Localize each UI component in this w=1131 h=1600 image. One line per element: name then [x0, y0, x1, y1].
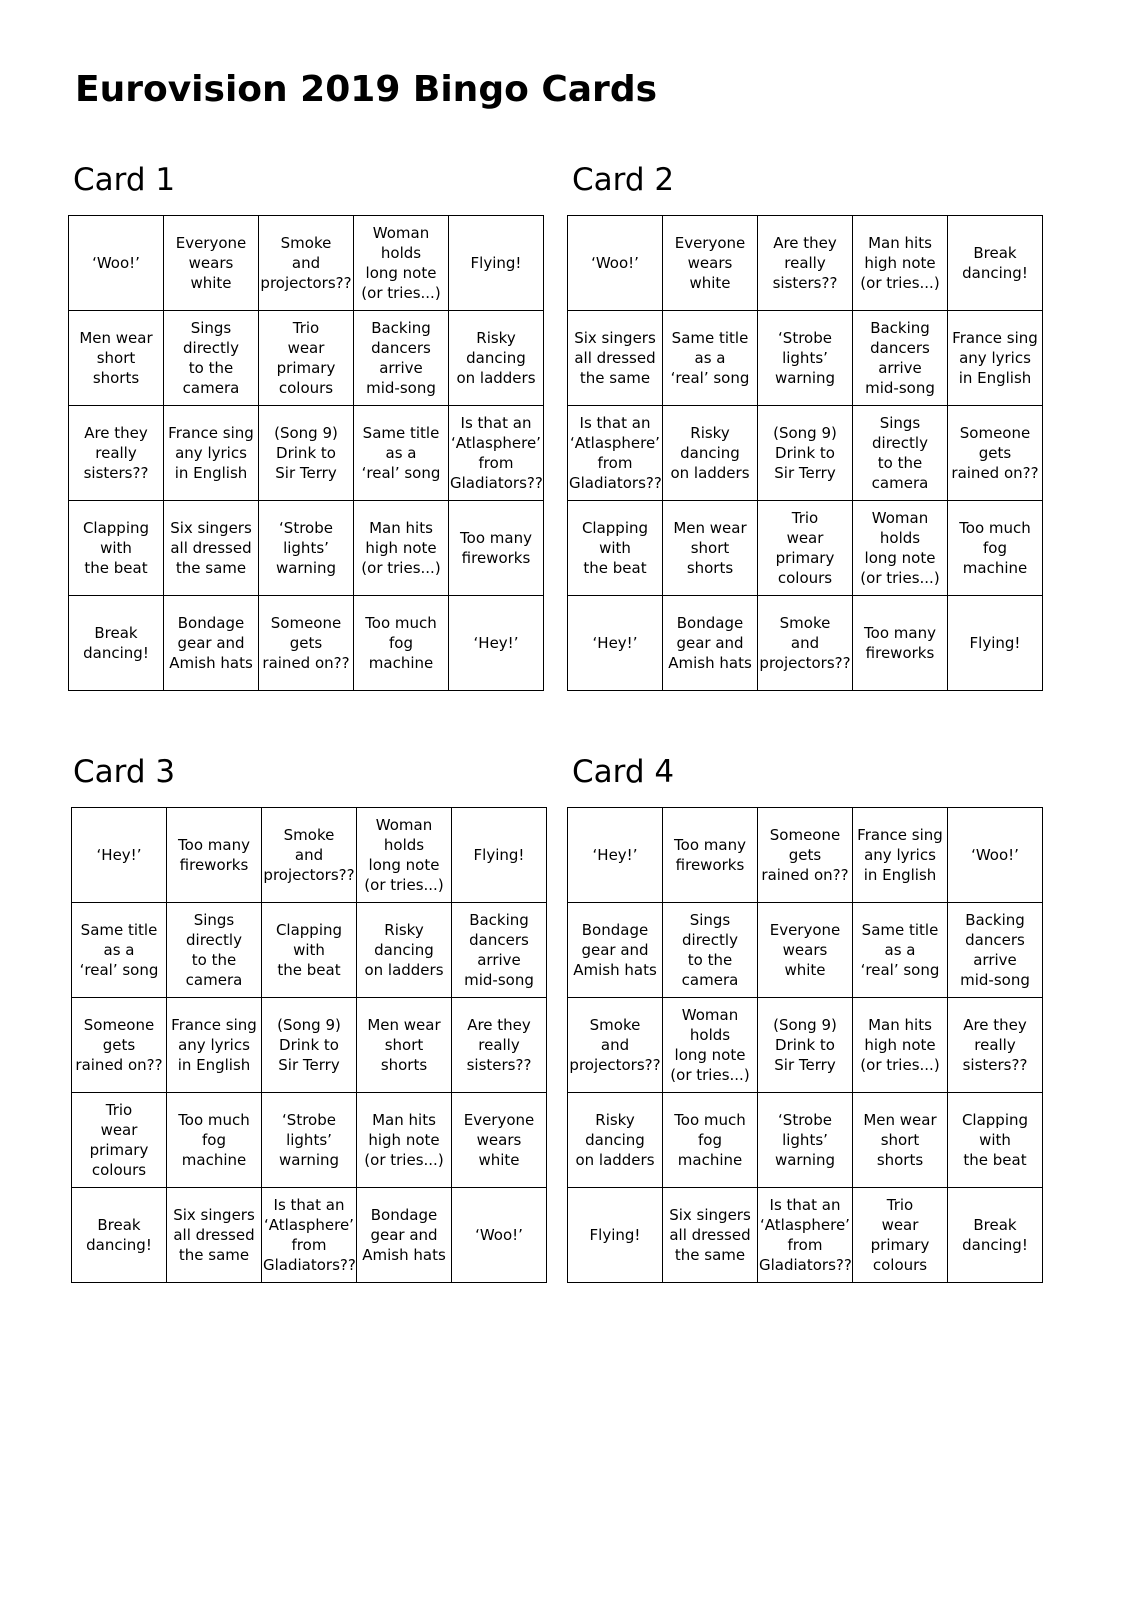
- bingo-cell: France sing any lyrics in English: [853, 808, 948, 903]
- bingo-cell: Same title as a ‘real’ song: [72, 903, 167, 998]
- bingo-cell: Flying!: [452, 808, 547, 903]
- bingo-grid: [71, 807, 547, 1283]
- bingo-cell: ‘Woo!’: [948, 808, 1043, 903]
- bingo-cell: Man hits high note (or tries...): [853, 998, 948, 1093]
- bingo-cell: ‘Strobe lights’ warning: [259, 501, 354, 596]
- bingo-cell: ‘Woo!’: [452, 1188, 547, 1283]
- grid-row: [72, 1093, 547, 1188]
- bingo-cell: Someone gets rained on??: [72, 998, 167, 1093]
- bingo-cell: Bondage gear and Amish hats: [357, 1188, 452, 1283]
- bingo-cell: Clapping with the beat: [262, 903, 357, 998]
- bingo-cell: Too many fireworks: [167, 808, 262, 903]
- bingo-cell: Someone gets rained on??: [948, 406, 1043, 501]
- bingo-cell: Bondage gear and Amish hats: [568, 903, 663, 998]
- bingo-cell: Clapping with the beat: [948, 1093, 1043, 1188]
- bingo-cell: Someone gets rained on??: [259, 596, 354, 691]
- bingo-cell: Everyone wears white: [164, 216, 259, 311]
- bingo-cell: Sings directly to the camera: [853, 406, 948, 501]
- bingo-cell: Flying!: [948, 596, 1043, 691]
- bingo-cell: Are they really sisters??: [948, 998, 1043, 1093]
- bingo-cell: (Song 9) Drink to Sir Terry: [259, 406, 354, 501]
- bingo-cell: ‘Hey!’: [568, 596, 663, 691]
- bingo-cell: France sing any lyrics in English: [948, 311, 1043, 406]
- bingo-cell: Too much fog machine: [354, 596, 449, 691]
- grid-row: [568, 1188, 1043, 1283]
- grid-row: [568, 311, 1043, 406]
- bingo-cell: Bondage gear and Amish hats: [663, 596, 758, 691]
- bingo-cell: Trio wear primary colours: [758, 501, 853, 596]
- bingo-cell: Men wear short shorts: [357, 998, 452, 1093]
- bingo-cell: Risky dancing on ladders: [357, 903, 452, 998]
- bingo-cell: Trio wear primary colours: [259, 311, 354, 406]
- bingo-cell: Everyone wears white: [758, 903, 853, 998]
- page-title: Eurovision 2019 Bingo Cards: [75, 69, 658, 110]
- bingo-cell: Sings directly to the camera: [167, 903, 262, 998]
- grid-row: [69, 596, 544, 691]
- bingo-cell: ‘Strobe lights’ warning: [262, 1093, 357, 1188]
- bingo-cell: Too many fireworks: [663, 808, 758, 903]
- bingo-cell: Sings directly to the camera: [164, 311, 259, 406]
- bingo-cell: Break dancing!: [948, 216, 1043, 311]
- bingo-cell: ‘Hey!’: [568, 808, 663, 903]
- bingo-cell: Six singers all dressed the same: [568, 311, 663, 406]
- bingo-cell: Backing dancers arrive mid-song: [354, 311, 449, 406]
- grid-row: [69, 406, 544, 501]
- bingo-cell: Break dancing!: [69, 596, 164, 691]
- bingo-cell: Is that an ‘Atlasphere’ from Gladiators??: [568, 406, 663, 501]
- bingo-cell: (Song 9) Drink to Sir Terry: [758, 998, 853, 1093]
- bingo-cell: Smoke and projectors??: [568, 998, 663, 1093]
- bingo-cell: Six singers all dressed the same: [663, 1188, 758, 1283]
- grid-row: [568, 903, 1043, 998]
- bingo-cell: Is that an ‘Atlasphere’ from Gladiators??: [262, 1188, 357, 1283]
- bingo-cell: Trio wear primary colours: [72, 1093, 167, 1188]
- bingo-cell: Too much fog machine: [948, 501, 1043, 596]
- bingo-cell: ‘Strobe lights’ warning: [758, 1093, 853, 1188]
- grid-row: [72, 903, 547, 998]
- grid-row: [568, 998, 1043, 1093]
- bingo-cell: ‘Hey!’: [72, 808, 167, 903]
- bingo-cell: Sings directly to the camera: [663, 903, 758, 998]
- bingo-cell: Risky dancing on ladders: [663, 406, 758, 501]
- bingo-cell: Are they really sisters??: [452, 998, 547, 1093]
- bingo-cell: Is that an ‘Atlasphere’ from Gladiators??: [758, 1188, 853, 1283]
- bingo-cell: Men wear short shorts: [69, 311, 164, 406]
- bingo-cell: Backing dancers arrive mid-song: [948, 903, 1043, 998]
- grid-row: [72, 1188, 547, 1283]
- bingo-cell: Flying!: [568, 1188, 663, 1283]
- bingo-cell: Flying!: [449, 216, 544, 311]
- bingo-cell: France sing any lyrics in English: [167, 998, 262, 1093]
- bingo-cell: Too much fog machine: [167, 1093, 262, 1188]
- bingo-cell: Men wear short shorts: [663, 501, 758, 596]
- bingo-cell: Woman holds long note (or tries...): [663, 998, 758, 1093]
- card-title: Card 2: [572, 162, 675, 198]
- bingo-grid: [567, 807, 1043, 1283]
- bingo-cell: Same title as a ‘real’ song: [663, 311, 758, 406]
- grid-row: [568, 1093, 1043, 1188]
- bingo-cell: ‘Hey!’: [449, 596, 544, 691]
- bingo-cell: Smoke and projectors??: [259, 216, 354, 311]
- bingo-cell: Man hits high note (or tries...): [354, 501, 449, 596]
- grid-row: [568, 808, 1043, 903]
- bingo-cell: Same title as a ‘real’ song: [853, 903, 948, 998]
- bingo-cell: Risky dancing on ladders: [449, 311, 544, 406]
- bingo-cell: Too much fog machine: [663, 1093, 758, 1188]
- bingo-cell: Backing dancers arrive mid-song: [853, 311, 948, 406]
- bingo-cell: Six singers all dressed the same: [167, 1188, 262, 1283]
- grid-row: [72, 998, 547, 1093]
- bingo-cell: Are they really sisters??: [69, 406, 164, 501]
- bingo-cell: Bondage gear and Amish hats: [164, 596, 259, 691]
- grid-row: [69, 501, 544, 596]
- bingo-cell: Woman holds long note (or tries...): [853, 501, 948, 596]
- bingo-cell: Risky dancing on ladders: [568, 1093, 663, 1188]
- bingo-cell: (Song 9) Drink to Sir Terry: [262, 998, 357, 1093]
- card-title: Card 3: [73, 754, 176, 790]
- bingo-cell: Men wear short shorts: [853, 1093, 948, 1188]
- bingo-cell: Break dancing!: [948, 1188, 1043, 1283]
- bingo-cell: Too many fireworks: [449, 501, 544, 596]
- bingo-cell: Everyone wears white: [452, 1093, 547, 1188]
- bingo-cell: Is that an ‘Atlasphere’ from Gladiators??: [449, 406, 544, 501]
- card-title: Card 4: [572, 754, 675, 790]
- grid-row: [568, 501, 1043, 596]
- grid-row: [69, 216, 544, 311]
- bingo-cell: Clapping with the beat: [69, 501, 164, 596]
- card-title: Card 1: [73, 162, 176, 198]
- bingo-cell: Trio wear primary colours: [853, 1188, 948, 1283]
- grid-row: [568, 596, 1043, 691]
- bingo-cell: ‘Strobe lights’ warning: [758, 311, 853, 406]
- bingo-cell: (Song 9) Drink to Sir Terry: [758, 406, 853, 501]
- bingo-cell: Man hits high note (or tries...): [357, 1093, 452, 1188]
- bingo-cell: Smoke and projectors??: [262, 808, 357, 903]
- bingo-cell: Clapping with the beat: [568, 501, 663, 596]
- bingo-cell: Everyone wears white: [663, 216, 758, 311]
- bingo-cell: Too many fireworks: [853, 596, 948, 691]
- grid-row: [568, 406, 1043, 501]
- bingo-cell: Someone gets rained on??: [758, 808, 853, 903]
- bingo-cell: ‘Woo!’: [69, 216, 164, 311]
- bingo-cell: Woman holds long note (or tries...): [357, 808, 452, 903]
- bingo-grid: [68, 215, 544, 691]
- bingo-cell: Woman holds long note (or tries...): [354, 216, 449, 311]
- grid-row: [72, 808, 547, 903]
- bingo-cell: Backing dancers arrive mid-song: [452, 903, 547, 998]
- bingo-cell: ‘Woo!’: [568, 216, 663, 311]
- bingo-cell: Break dancing!: [72, 1188, 167, 1283]
- bingo-cell: Smoke and projectors??: [758, 596, 853, 691]
- bingo-cell: Six singers all dressed the same: [164, 501, 259, 596]
- bingo-cell: Man hits high note (or tries...): [853, 216, 948, 311]
- bingo-grid: [567, 215, 1043, 691]
- grid-row: [568, 216, 1043, 311]
- bingo-cell: Same title as a ‘real’ song: [354, 406, 449, 501]
- bingo-cell: Are they really sisters??: [758, 216, 853, 311]
- grid-row: [69, 311, 544, 406]
- bingo-cell: France sing any lyrics in English: [164, 406, 259, 501]
